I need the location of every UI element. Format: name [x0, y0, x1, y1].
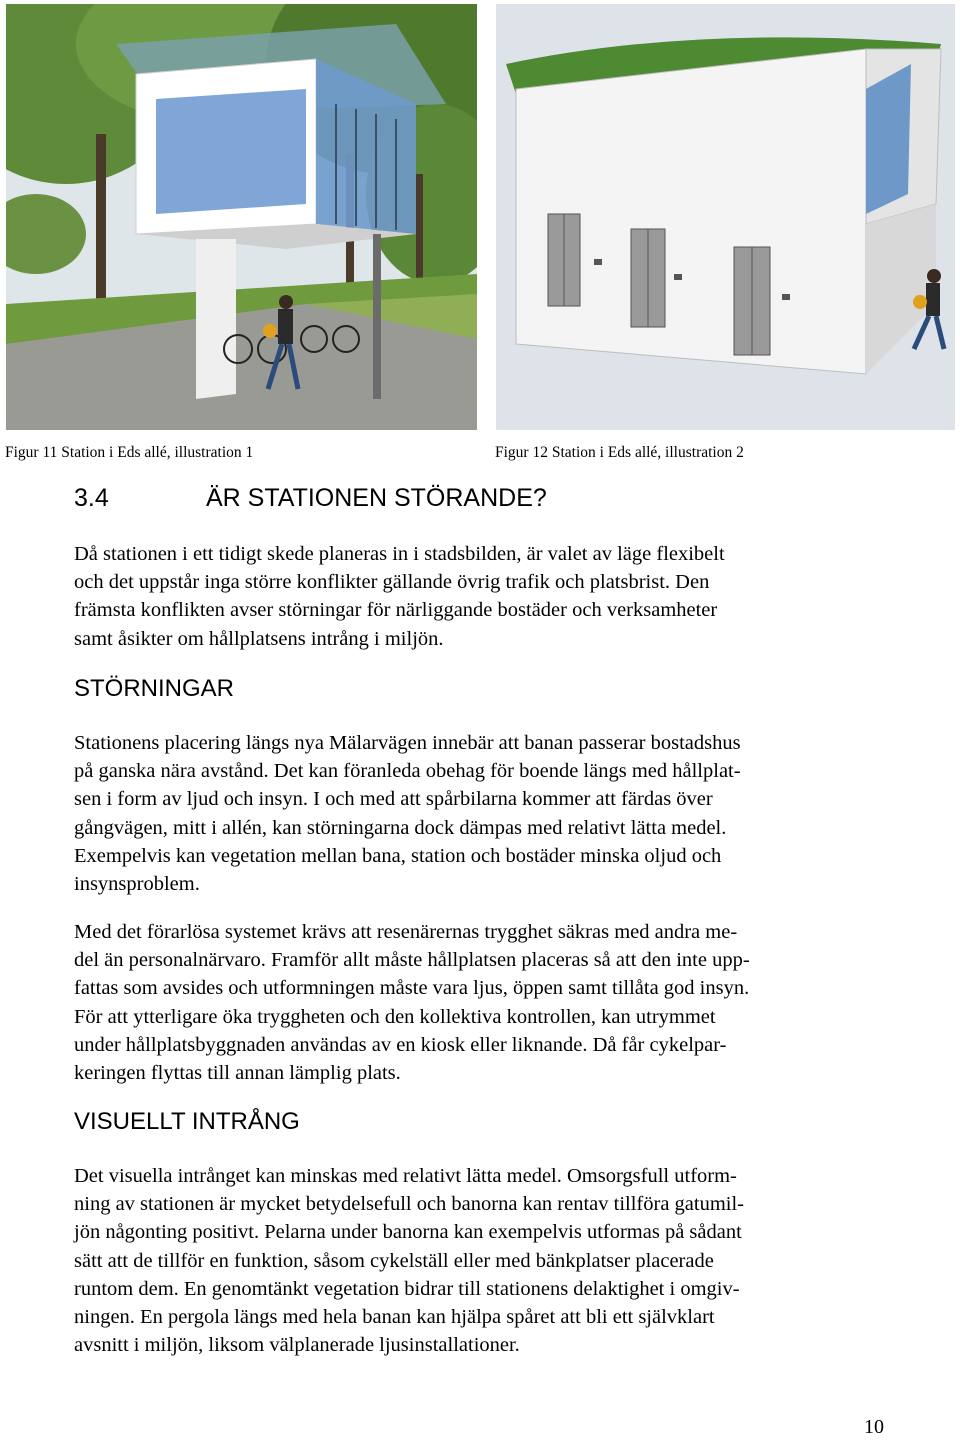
text-line: under hållplatsbyggnaden användas av en kiosk eller liknande. Då får cykelpar- — [74, 1033, 727, 1056]
text-line: och det uppstår inga större konflikter gällande övrig trafik och platsbrist. Den — [74, 571, 710, 594]
text-line: Med det förarlösa systemet krävs att resenärernas trygghet säkras med andra me- — [74, 921, 738, 943]
text-line: del än personalnärvaro. Framför allt måste hållplatsen placeras så att den inte upp- — [74, 949, 750, 972]
text-line: insynsproblem. — [74, 873, 200, 896]
text-line: ning av stationen är mycket betydelsefull och banorna kan rentav tillföra gatumil- — [74, 1193, 745, 1216]
page-number: 10 — [864, 1416, 884, 1438]
visuellt-heading: VISUELLT INTRÅNG — [74, 1108, 300, 1135]
text-line: ningen. En pergola längs med hela banan kan hjälpa spåret att bli ett självklart — [74, 1306, 715, 1329]
figure-12-caption: Figur 12 Station i Eds allé, illustration 2 — [495, 444, 744, 461]
text-line: gångvägen, mitt i allén, kan störningarna dock dämpas med relativt lätta medel. — [74, 816, 727, 839]
figure-11-illustration — [6, 4, 477, 430]
visuellt-paragraph — [74, 1162, 886, 1359]
text-line: Exempelvis kan vegetation mellan bana, station och bostäder minska oljud och — [74, 844, 722, 867]
text-line: sen i form av ljud och insyn. I och med att spårbilarna kommer att färdas över — [74, 788, 713, 811]
storningar-heading: STÖRNINGAR — [74, 675, 235, 702]
section-heading — [74, 484, 547, 513]
text-line: avsnitt i miljön, liksom välplanerade ljusinstallationer. — [74, 1334, 520, 1357]
text-line: keringen flyttas till annan lämplig plats. — [74, 1062, 401, 1085]
intro-paragraph — [74, 540, 886, 653]
text-line: jön någonting positivt. Pelarna under banorna kan exempelvis utformas på sådant — [74, 1221, 742, 1244]
storningar-paragraph-1 — [74, 729, 886, 898]
figure-12-illustration — [496, 4, 955, 430]
storningar-paragraph-2 — [74, 918, 886, 1087]
text-line: Stationens placering längs nya Mälarvägen innebär att banan passerar bostadshus — [74, 732, 741, 754]
figure-11-caption: Figur 11 Station i Eds allé, illustration 1 — [5, 444, 254, 461]
text-line: För att ytterligare öka tryggheten och den kollektiva kontrollen, kan utrymmet — [74, 1005, 716, 1028]
text-line: samt åsikter om hållplatsens intrång i miljön. — [74, 627, 444, 650]
section-number: 3.4 — [74, 484, 109, 512]
section-title: ÄR STATIONEN STÖRANDE? — [206, 484, 547, 512]
text-line: på ganska nära avstånd. Det kan föranleda obehag för boende längs med hållplat- — [74, 760, 741, 783]
text-line: Det visuella intrånget kan minskas med relativt lätta medel. Omsorgsfull utform- — [74, 1165, 737, 1187]
text-line: runtom dem. En genomtänkt vegetation bidrar till stationens delaktighet i omgiv- — [74, 1277, 740, 1300]
text-line: främsta konflikten avser störningar för närliggande bostäder och verksamheter — [74, 599, 718, 622]
text-line: Då stationen i ett tidigt skede planeras in i stadsbilden, är valet av läge flexibelt — [74, 543, 725, 565]
text-line: fattas som avsides och utformningen måste vara ljus, öppen samt tillåta god insyn. — [74, 977, 750, 1000]
text-line: sätt att de tillför en funktion, såsom cykelställ eller med bänkplatser placerade — [74, 1249, 714, 1272]
